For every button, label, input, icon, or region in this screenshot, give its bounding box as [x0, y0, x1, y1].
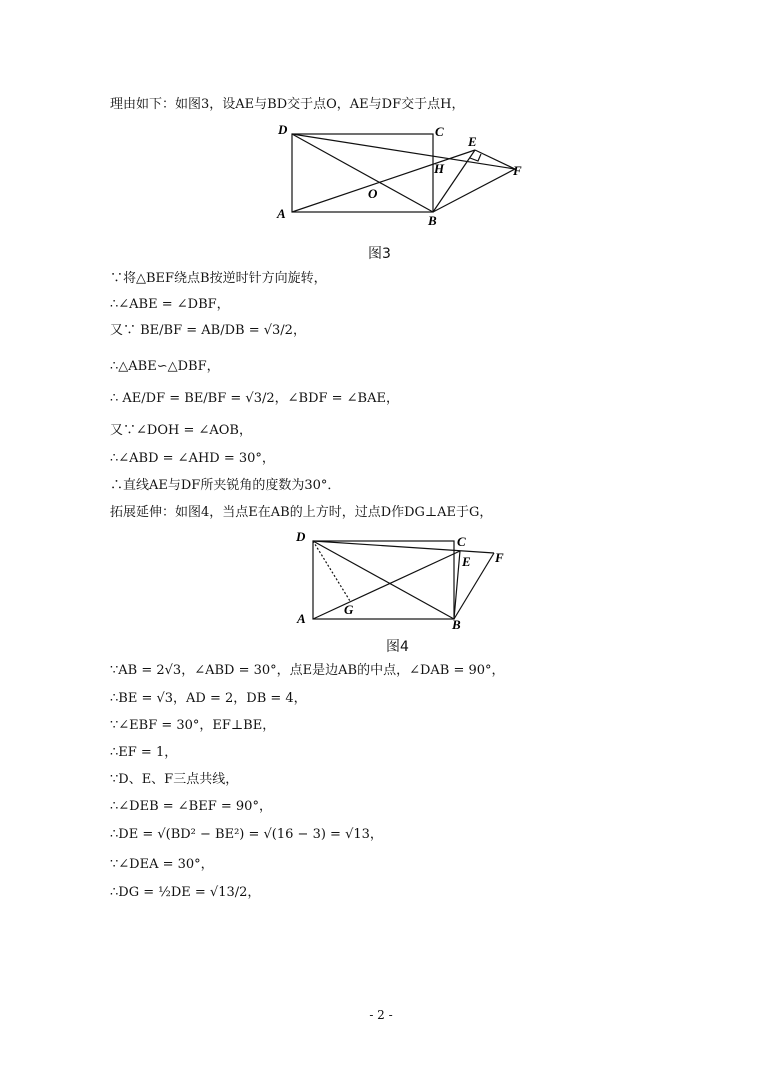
line-dea	[110, 856, 214, 874]
fig3-label-a: A	[277, 206, 286, 221]
line3-5: 又∵∠DOH = ∠AOB，	[110, 423, 252, 438]
line-de-value	[110, 826, 383, 844]
line4-5: ∴∠DEB = ∠BEF = 90°，	[110, 799, 272, 814]
page-number: - 2 -	[369, 1008, 393, 1022]
line4-3: ∴EF = 1，	[110, 745, 178, 760]
line-ab-value	[110, 662, 505, 680]
line3-6: ∴∠ABD = ∠AHD = 30°，	[110, 451, 275, 466]
fig3-label-f: F	[513, 163, 522, 178]
line4-7: ∵∠DEA = 30°，	[110, 857, 214, 872]
fig4-line-df	[313, 541, 494, 553]
fig4-label-e: E	[462, 554, 471, 569]
line4-0: ∵AB = 2√3，∠ABD = 30°，点E是边AB的中点，∠DAB = 90°，	[110, 663, 505, 678]
line-abe-dbf	[110, 296, 230, 314]
intro-text	[110, 96, 464, 114]
fig3-label-h: H	[434, 161, 445, 176]
line3-1: ∴∠ABE = ∠DBF，	[110, 297, 230, 312]
fig4-label-b: B	[452, 617, 461, 632]
fig4-label-c: C	[457, 534, 466, 549]
line-doh	[110, 422, 252, 440]
line-extension	[110, 504, 492, 522]
fig3-line-df	[292, 134, 515, 169]
line3-2: 又∵ BE/BF = AB/DB = √3/2，	[110, 323, 306, 338]
figure-4	[292, 528, 522, 633]
line3-7: ∴直线AE与DF所夹锐角的度数为30°．	[110, 478, 341, 493]
fig4-label-a: A	[297, 611, 306, 626]
fig3-label-d: D	[278, 122, 288, 137]
intro-span: 理由如下：如图3，设AE与BD交于点O，AE与DF交于点H，	[110, 97, 465, 112]
line4-4: ∵D、E、F三点共线，	[110, 772, 239, 787]
fig3-line-ae	[292, 150, 475, 212]
line-deb	[110, 798, 272, 816]
fig3-label-e: E	[468, 134, 477, 149]
line3-4: ∴ AE/DF = BE/BF = √3/2，∠BDF = ∠BAE，	[110, 391, 399, 406]
line-ratio-1	[110, 322, 306, 340]
fig4-line-ae	[313, 551, 460, 619]
line-ratio-2	[110, 390, 399, 408]
fig4-diagonal-db	[313, 541, 454, 619]
line-dg-value	[110, 884, 260, 902]
fig4-label-d: D	[296, 529, 306, 544]
line-ef-value	[110, 744, 177, 762]
line-similar	[110, 358, 220, 376]
fig3-line-bf	[433, 169, 515, 212]
fig3-label-o: O	[368, 186, 378, 201]
line4-6: ∴DE = √(BD² − BE²) = √(16 − 3) = √13，	[110, 827, 383, 842]
line-ebf	[110, 717, 275, 735]
fig4-caption: 图4	[386, 639, 409, 655]
line-be-value	[110, 690, 307, 708]
line4-1: ∴BE = √3，AD = 2，DB = 4，	[110, 691, 307, 706]
line-acute-angle	[110, 477, 340, 495]
figure-3	[270, 118, 540, 233]
line3-0: ∵将△BEF绕点B按逆时针方向旋转，	[110, 271, 327, 286]
fig4-line-dg-dotted	[313, 541, 350, 601]
line-rotation	[110, 270, 327, 288]
line-collinear	[110, 771, 238, 789]
line4-2: ∵∠EBF = 30°，EF⊥BE，	[110, 718, 276, 733]
line3-8: 拓展延伸：如图4，当点E在AB的上方时，过点D作DG⊥AE于G，	[110, 505, 493, 520]
fig3-diagonal-db	[292, 134, 433, 212]
fig3-label-b: B	[428, 213, 437, 228]
line3-3: ∴△ABE∽△DBF，	[110, 359, 220, 374]
fig4-line-be	[454, 551, 460, 619]
fig4-label-g: G	[344, 602, 354, 617]
line4-8: ∴DG = ½DE = √13/2，	[110, 885, 261, 900]
fig4-line-bf	[454, 553, 494, 619]
fig4-label-f: F	[495, 550, 504, 565]
line-abd	[110, 450, 275, 468]
fig3-label-c: C	[435, 124, 444, 139]
fig3-caption: 图3	[368, 246, 391, 262]
